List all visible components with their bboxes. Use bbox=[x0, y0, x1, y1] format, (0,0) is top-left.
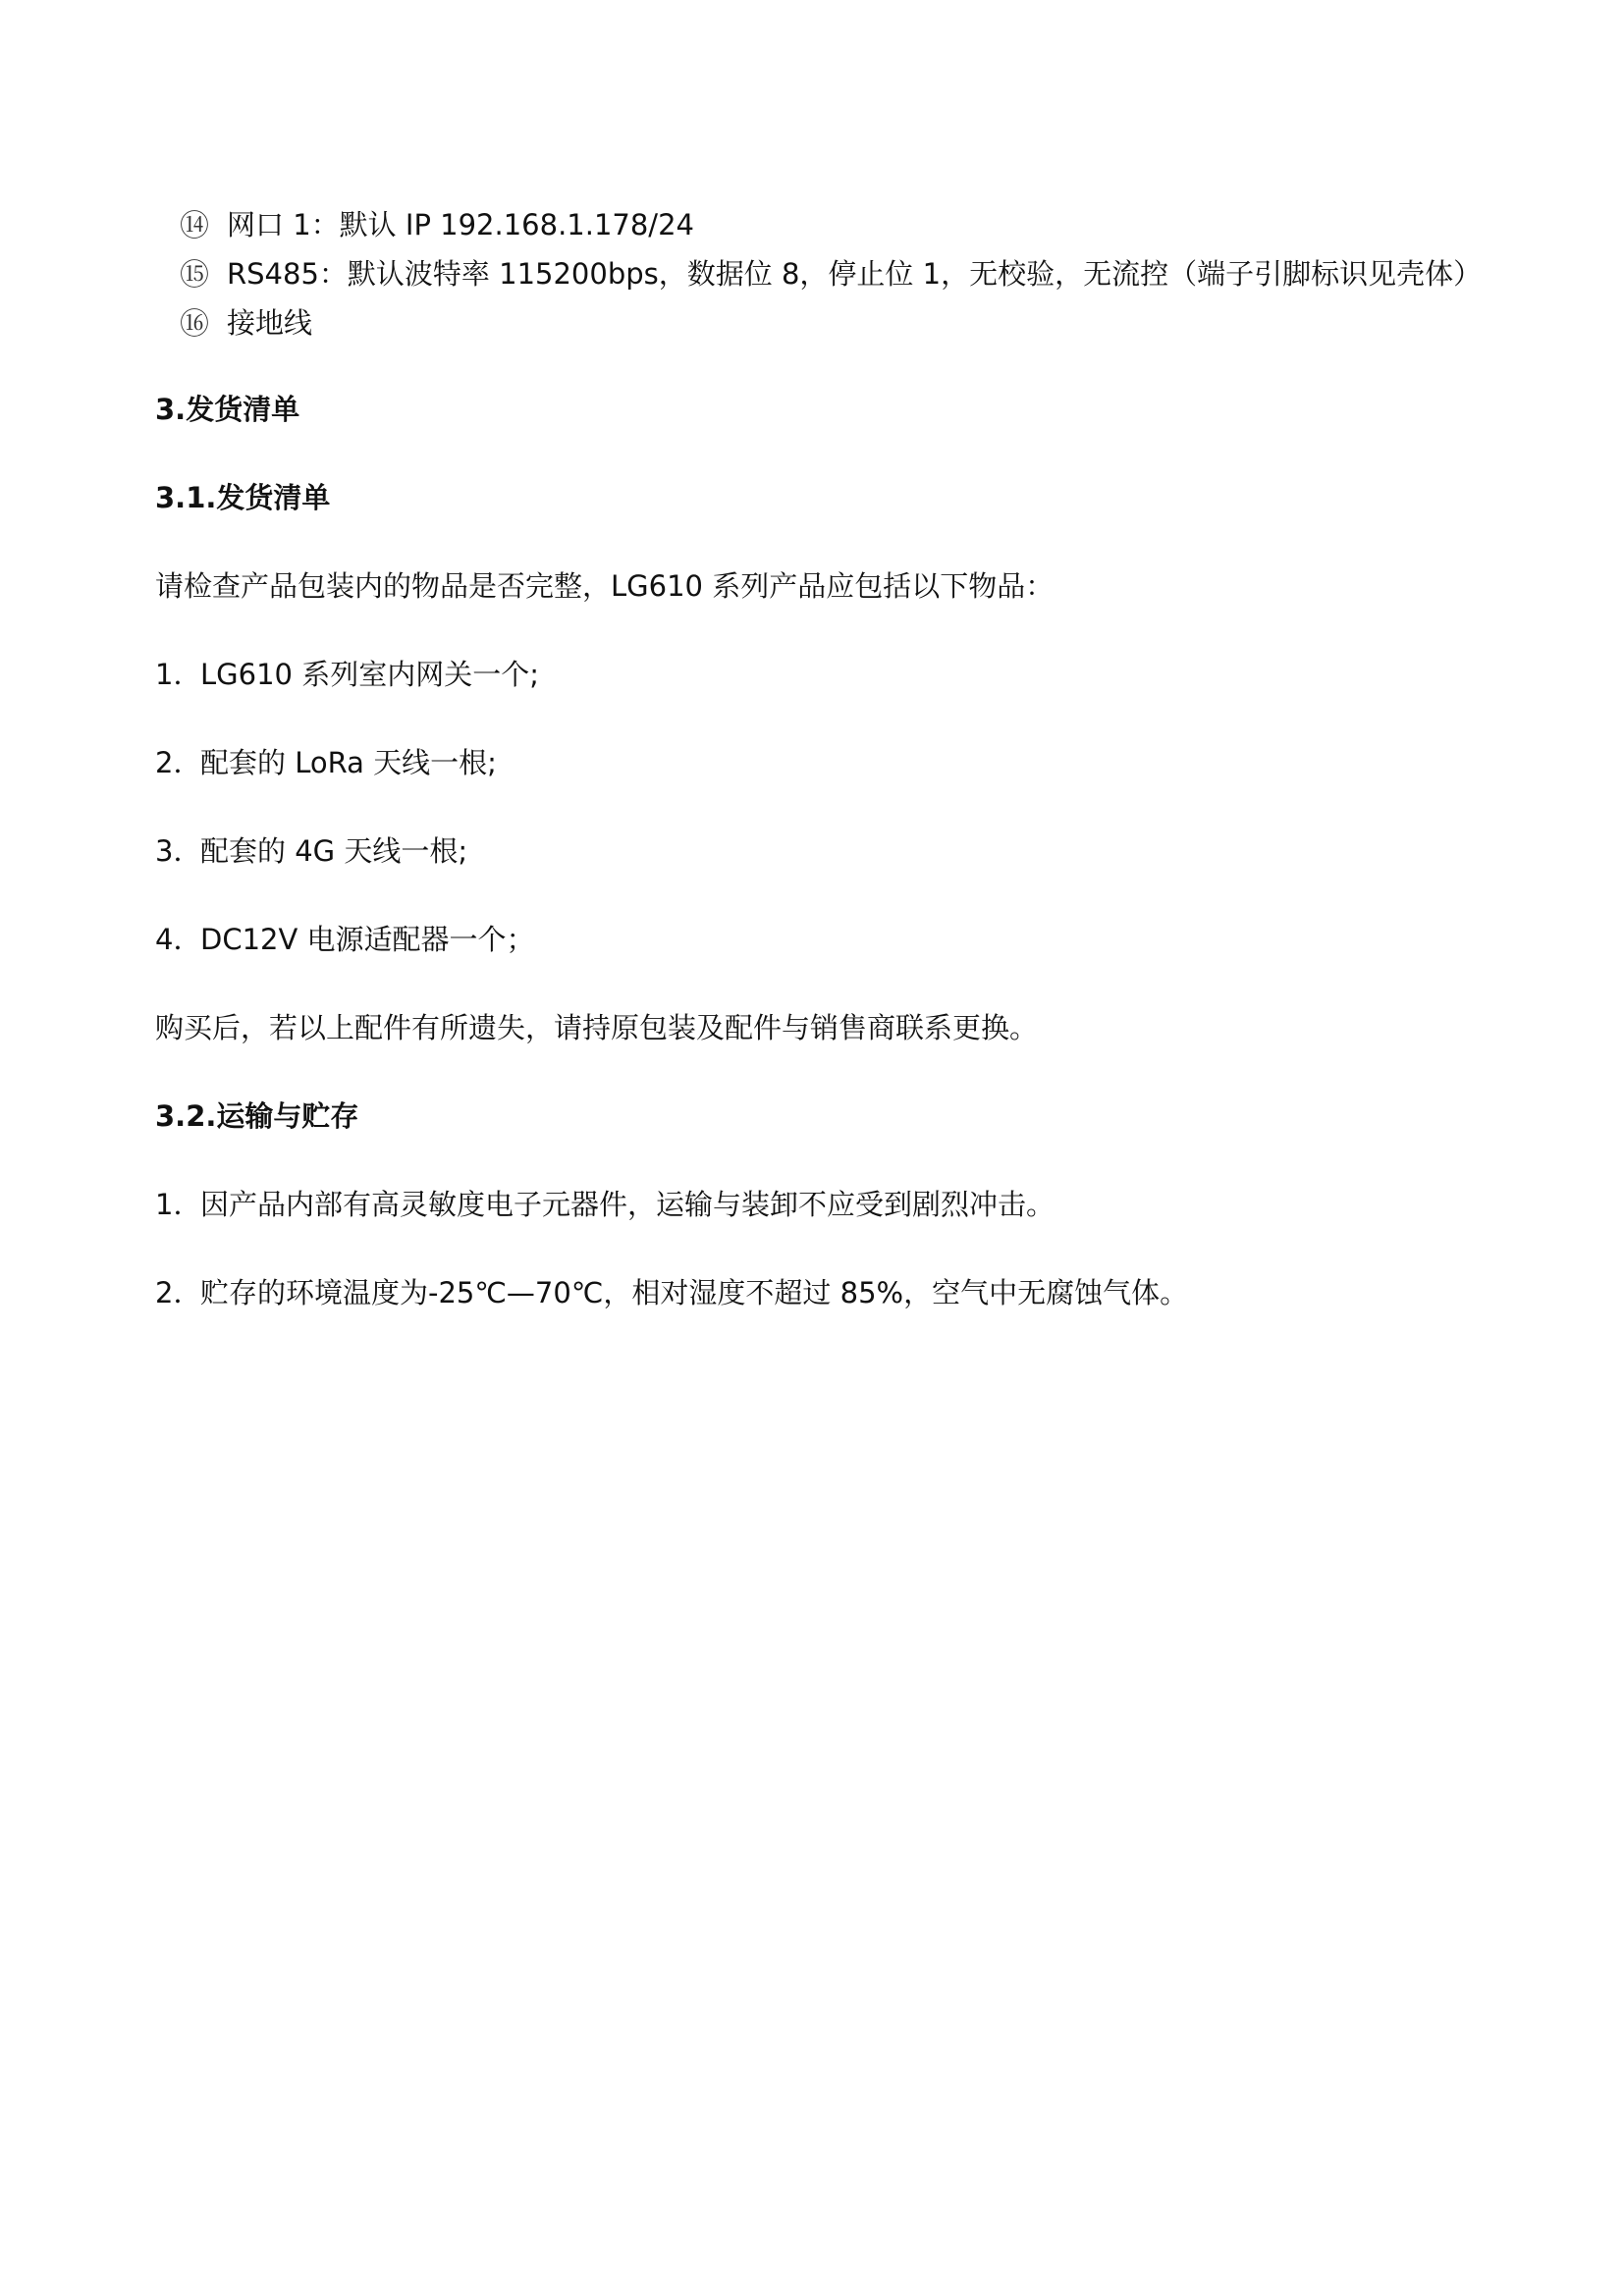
section-3-1-heading: 3.1.发货清单 bbox=[155, 481, 331, 514]
list-number: 1． bbox=[155, 658, 202, 691]
list-number: 4． bbox=[155, 923, 202, 956]
port-description: 接地线 bbox=[227, 305, 313, 340]
list-number: 2． bbox=[155, 746, 202, 779]
list-number: 3． bbox=[155, 834, 202, 868]
transport-storage-item bbox=[155, 1273, 1188, 1312]
transport-storage-item bbox=[155, 1185, 1055, 1224]
shipping-list-item bbox=[155, 743, 497, 782]
list-text: LG610 系列室内网关一个; bbox=[200, 658, 539, 691]
list-text: 配套的 4G 天线一根; bbox=[200, 834, 468, 868]
port-list bbox=[180, 198, 1554, 346]
port-item-rs485 bbox=[180, 247, 1554, 296]
shipping-list-item bbox=[155, 920, 535, 959]
shipping-list-intro: 请检查产品包装内的物品是否完整，LG610 系列产品应包括以下物品： bbox=[155, 569, 1055, 603]
port-description: 网口 1：默认 IP 192.168.1.178/24 bbox=[227, 207, 694, 241]
port-item-network bbox=[180, 198, 1554, 247]
port-number: ⑮ bbox=[180, 258, 209, 293]
list-text: 因产品内部有高灵敏度电子元器件，运输与装卸不应受到剧烈冲击。 bbox=[200, 1188, 1056, 1221]
list-text: 贮存的环境温度为-25℃—70℃，相对湿度不超过 85%，空气中无腐蚀气体。 bbox=[200, 1276, 1189, 1309]
section-3-2-heading: 3.2.运输与贮存 bbox=[155, 1099, 359, 1133]
list-text: DC12V 电源适配器一个； bbox=[200, 923, 535, 956]
list-number: 2． bbox=[155, 1276, 202, 1309]
list-text: 配套的 LoRa 天线一根; bbox=[200, 746, 497, 779]
port-item-ground bbox=[180, 296, 1554, 346]
port-number: ⑭ bbox=[180, 209, 209, 243]
port-number: ⑯ bbox=[180, 307, 209, 342]
section-3-heading: 3.发货清单 bbox=[155, 393, 300, 426]
shipping-list-item bbox=[155, 655, 539, 694]
list-number: 1． bbox=[155, 1188, 202, 1221]
port-description: RS485：默认波特率 115200bps，数据位 8，停止位 1，无校验，无流控（端子引脚标识见壳体） bbox=[227, 256, 1483, 291]
shipping-list-item bbox=[155, 831, 467, 871]
missing-parts-note: 购买后，若以上配件有所遗失，请持原包装及配件与销售商联系更换。 bbox=[155, 1011, 1039, 1044]
